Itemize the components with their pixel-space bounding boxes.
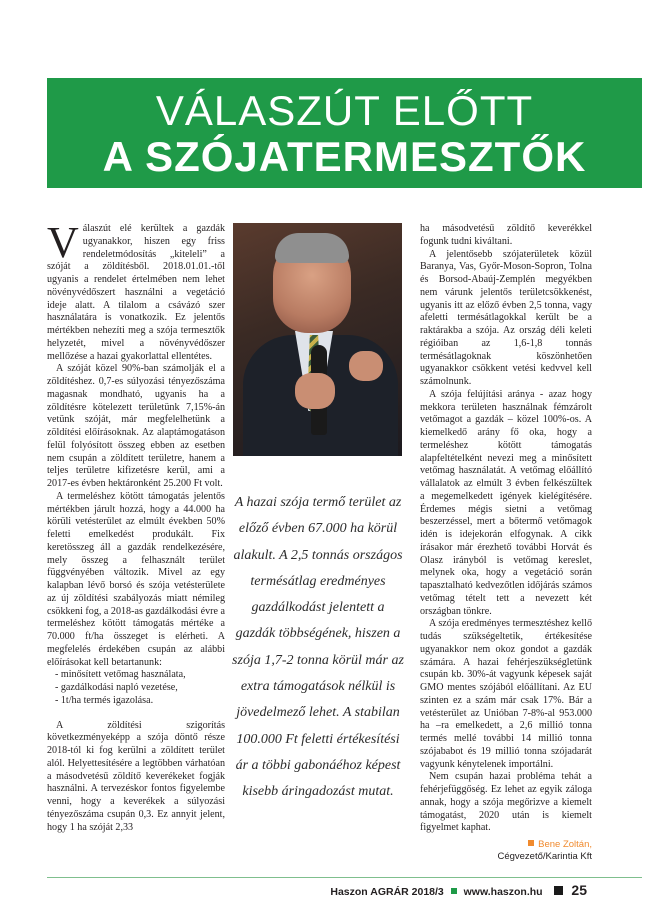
paragraph: A termeléshez kötött támogatás jelentős mértékben járult hozzá, hogy a 44.000 ha körüli vetésterület az elmúlt években 50% feletti emelkedést produkált. Fix keretösszeg áll a gazdák rendelkezésére, mely összeg a felhasznált terület függvényében változik. Mivel az egy kalapban lévő borsó és szója vetésterülete az új zöldítési szabályozás miatt némileg csökkeni fog, a 2018-as gazdálkodási évre a termeléshez kötött támogatás mértéke a 70.000 ft/ha összeget is elérheti. A megfelelés érdekében csupán az alábbi előírásokat kell betartanunk: [47,490,225,668]
list-item: - gazdálkodási napló vezetése, [55,682,178,693]
requirements-list [47,669,225,707]
paragraph: A szója felújítási aránya - azaz hogy mekkora területen használnak fémzárolt vetőmagot a gazdák – közel 100%-os. A kiemelkedő arány fő oka, hogy a termeléshez kötött támogatás alapfeltételként nevezi meg a minősített vetőmag használatát. A vetőmag előállító vállalatok az elmúlt 3 évben felkészültek a megemelkedett igények kielégítésére. Érdemes mégis sietni a vetőmag beszerzéssel, mert a bőtermő vetőmagok idén is idejekorán elfogynak. A cikk írásakor már érezhető további Horvát és Olasz irányból is vetőmag kereslet, melynek oka, hogy a vegetáció során tapasztalható kedvezőtlen időjárás számos vetőmag tételt tett a nevezett két országban tönkre. [420,388,592,617]
list-item: - minősített vetőmag használata, [55,669,186,681]
page-title-line2: A SZÓJATERMESZTŐK [102,133,587,180]
website-link[interactable]: www.haszon.hu [463,886,543,898]
paragraph: A szóját közel 90%-ban számolják el a zöldítéshez. 0,7-es súlyozási tényezőszáma magasnak mondható, ugyanis ha a zöldítésre kötelezett területünk 7,15%-án vetünk szóját, már megfelelhetünk a zöldítési előírásoknak. Az alaptámogatáson felül folyósított összeg ebben az esetben nem csupán a zöldített területre, hanem a teljes területre kifizetésre kerül, ami a 2017-es évben hektáronként 25.200 Ft volt. [47,363,225,489]
page-footer [330,882,587,898]
author-role: Cégvezető/Karintia Kft [497,851,592,862]
orange-square-icon [528,840,534,846]
paragraph-text: álaszút elé kerültek a gazdák ugyanakkor, hiszen egy friss rendeletmódosítás „kiteleli” a szóját a zöldítésből. 2018.01.01.-től ugyanis a rendelet értelmében nem lehet növényvédőszert használni a vegetáció ideje alatt. A tilalom a csávázó szer használatára is vonatkozik. Ez jelentős mértékben nehezíti meg a szója termesztők helyzetét, mivel a növényvédőszer mellőzése a hazai gyakorlattal ellentétes. [47,223,225,362]
pull-quote-text: A hazai szója termő terület az előző évben 67.000 ha körül alakult. A 2,5 tonnás országos termésátlag eredményes gazdálkodást jelentett a gazdák többségének, hiszen a szója 1,7-2 tonna körül már az extra támogatások nélkül is jövedelmező lehet. A stabilan 100.000 Ft feletti értékesítési ár a többi gabonáéhoz képest kisebb áringadozást mutat. [232,495,404,800]
black-square-icon [554,886,563,895]
magazine-issue: Haszon AGRÁR 2018/3 [330,886,444,898]
paragraph: A szója eredményes termesztéshez kellő tudás szükségeltetik, értékesítése ugyanakkor nem okoz gondot a gazdák számára. A hazai fehérjeszükségletünk csupán kb. 30%-át vagyunk képesek saját GMO mentes szójából előállítani. Az EU szinten ez a szám már csak 17%. Bár a vetésterület az Unióban 7-8%-al 953.000 ha –ra emelkedett, a 2,6 millió tonna termés mellé további 14 millió tonna szójababot és 19 millió tonna szójadarát vagyunk kénytelenek importálni. [420,618,592,770]
footer-divider [47,877,642,878]
article-column-1 [47,218,225,834]
paragraph: Nem csupán hazai probléma tehát a fehérjefüggőség. Ez lehet az egyik záloga annak, hogy a szója megőrizve a kiemelt támogatást, 2020 után is kiemelt figyelmet kaphat. [420,771,592,834]
author-credit [420,839,592,863]
title-band [47,78,642,188]
paragraph [47,218,225,363]
paragraph: A zöldítési szigorítás következményeképp a szója döntő része 2018-tól ki fog kerülni a zöldített terület alól. Helyettesítésére a legtöbben várhatóan a másodvetésű zöldítő keverékeket fogják használni. A tervezéskor fontos figyelembe venni, hogy a keverékek a súlyozási tényezőszáma csupán 0,3. Ez annyit jelent, hogy 1 ha szóját 2,33 [47,719,225,833]
paragraph: ha másodvetésű zöldítő keverékkel fogunk tudni kiváltani. [420,223,592,247]
author-photo [233,223,402,456]
paragraph: A jelentősebb szójaterületek közül Baranya, Vas, Győr-Moson-Sopron, Tolna és Borsod-Abaúj-Zemplén megyékben nem várunk jelentős területcsökkenést, ugyanis itt az előző évben 2,5 tonna, vagy afeletti termésátlagokkal került be a raktárakba a szója. Az ország déli keleti régióiban az 1,6-1,8 tonnás termésátlagoknak köszönhetően ugyanakkor csökkent vetési kedvvel kell számolnunk. [420,248,592,387]
dropcap: V [47,218,79,267]
green-square-icon [451,888,457,894]
list-item: - 1t/ha termés igazolása. [55,694,154,706]
pull-quote [232,490,404,806]
author-name: Bene Zoltán, [538,839,592,850]
page-number: 25 [571,882,587,898]
article-column-3 [420,223,592,863]
page-title-line1: VÁLASZÚT ELŐTT [155,87,534,134]
